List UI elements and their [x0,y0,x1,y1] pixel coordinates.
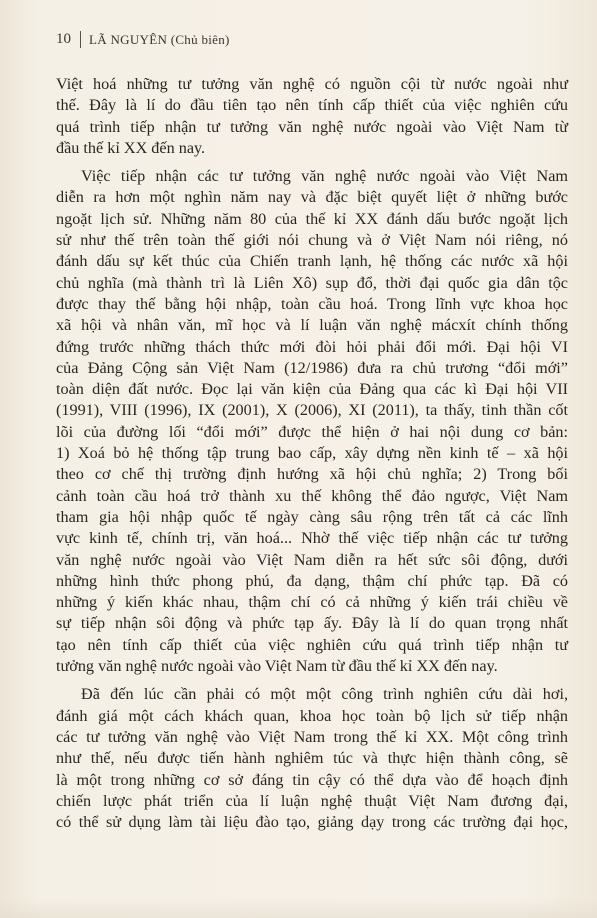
text-line: tham gia hội nhập quốc tế ngày càng sâu rộng trên tất cả các lĩnh [56,507,568,526]
text-line: được thay thế bằng hội nhập, toàn cầu hoá. Trong lĩnh vực khoa học [56,294,568,313]
text-line: đứng trước những thách thức mới đòi hỏi phải đổi mới. Đại hội VI [56,337,568,356]
text-line: (1991), VIII (1996), IX (2001), X (2006), XI (2011), ta thấy, tinh thần cốt [56,401,568,420]
text-line: của Đảng Cộng sản Việt Nam (12/1986) đưa ra chủ trương “đổi mới” [56,358,568,377]
text-line: Đã đến lúc cần phải có một một công trình nghiên cứu dài hơi, [81,685,568,704]
text-line: tạo nên tính cấp thiết của việc nghiên cứu quá trình tiếp nhận tư [56,635,568,654]
text-line: lõi của đường lối “đổi mới” được thể hiện ở hai nội dung cơ bản: [56,422,568,441]
text-line: cảnh toàn cầu hoá trở thành xu thế không thể đảo ngược, Việt Nam [56,486,568,505]
text-line: sự tiếp nhận sôi động và phức tạp ấy. Đây là lí do quan trọng nhất [56,614,568,633]
paragraph-gap [56,677,568,684]
body-text [56,74,568,833]
text-line: văn nghệ nước ngoài vào Việt Nam diễn ra hết sức sôi động, dưới [56,550,568,569]
page-number: 10 [56,31,71,48]
text-line: Việt hoá những tư tưởng văn nghệ có nguồn cội từ nước ngoài như [56,75,568,93]
text-line: Việc tiếp nhận các tư tưởng văn nghệ nước ngoài vào Việt Nam [81,167,568,186]
text-line: đánh giá một cách khách quan, khoa học toàn bộ lịch sử tiếp nhận [56,706,568,725]
text-line: có thể sử dụng làm tài liệu đào tạo, giảng dạy trong các trường đại học, [56,813,568,832]
text-line: những hình thức phong phú, đa dạng, thậm chí phức tạp. Đã có [56,571,568,590]
running-header [56,31,230,53]
text-line: quá trình tiếp nhận tư tưởng văn nghệ nước ngoài vào Việt Nam từ [56,117,568,136]
text-line: sử như thế trên toàn thế giới nói chung và ở Việt Nam nói riêng, nó [56,231,568,250]
header-divider [80,31,81,48]
text-line: xã hội và nhân văn, mĩ học và lí luận văn nghệ mácxít chính thống [56,316,568,335]
paragraph [56,684,568,833]
paragraph [56,166,568,677]
paragraph-gap [56,159,568,166]
text-line: toàn diện đất nước. Đọc lại văn kiện của Đảng qua các kì Đại hội VII [56,380,568,399]
text-line: chiến lược phát triển của lí luận nghệ thuật Việt Nam đương đại, [56,791,568,810]
text-line: thế. Đây là lí do đầu tiên tạo nên tính cấp thiết của việc nghiên cứu [56,96,568,115]
header-author: LÃ NGUYÊN (Chủ biên) [89,31,230,47]
text-line: tưởng văn nghệ nước ngoài vào Việt Nam từ đầu thế kỉ XX đến nay. [56,657,498,676]
text-line: các tư tưởng văn nghệ vào Việt Nam trong thế kỉ XX. Một công trình [56,727,568,746]
text-line: theo cơ chế thị trường định hướng xã hội chủ nghĩa; 2) Trong bối [56,465,568,484]
text-line: những ý kiến khác nhau, thậm chí có cả những ý kiến trái chiều về [56,593,568,612]
text-line: như thế, nếu được tiến hành nghiêm túc và thực hiện thành công, sẽ [56,749,568,768]
text-line: ngoặt lịch sử. Những năm 80 của thế kỉ XX đánh dấu bước ngoặt lịch [56,209,568,228]
text-line: 1) Xoá bỏ hệ thống tập trung bao cấp, xây dựng nền kinh tế – xã hội [56,444,568,463]
text-line: vực kinh tế, chính trị, văn hoá... Nhờ thế việc tiếp nhận các tư tưởng [56,529,568,548]
text-line: đánh dấu sự kết thúc của Chiến tranh lạnh, hệ thống các nước xã hội [56,252,568,271]
page-edge-shadow [0,898,597,918]
paragraph [56,74,568,159]
text-line: diễn ra hơn một nghìn năm nay và đặc biệt quyết liệt ở những bước [56,188,568,207]
text-line: chủ nghĩa (mà thành trì là Liên Xô) sụp đổ, thời đại quốc gia dân tộc [56,273,568,292]
text-line: đầu thế kỉ XX đến nay. [56,138,206,157]
text-line: là một trong những cơ sở đáng tin cậy có thể dựa vào để hoạch định [56,770,568,789]
